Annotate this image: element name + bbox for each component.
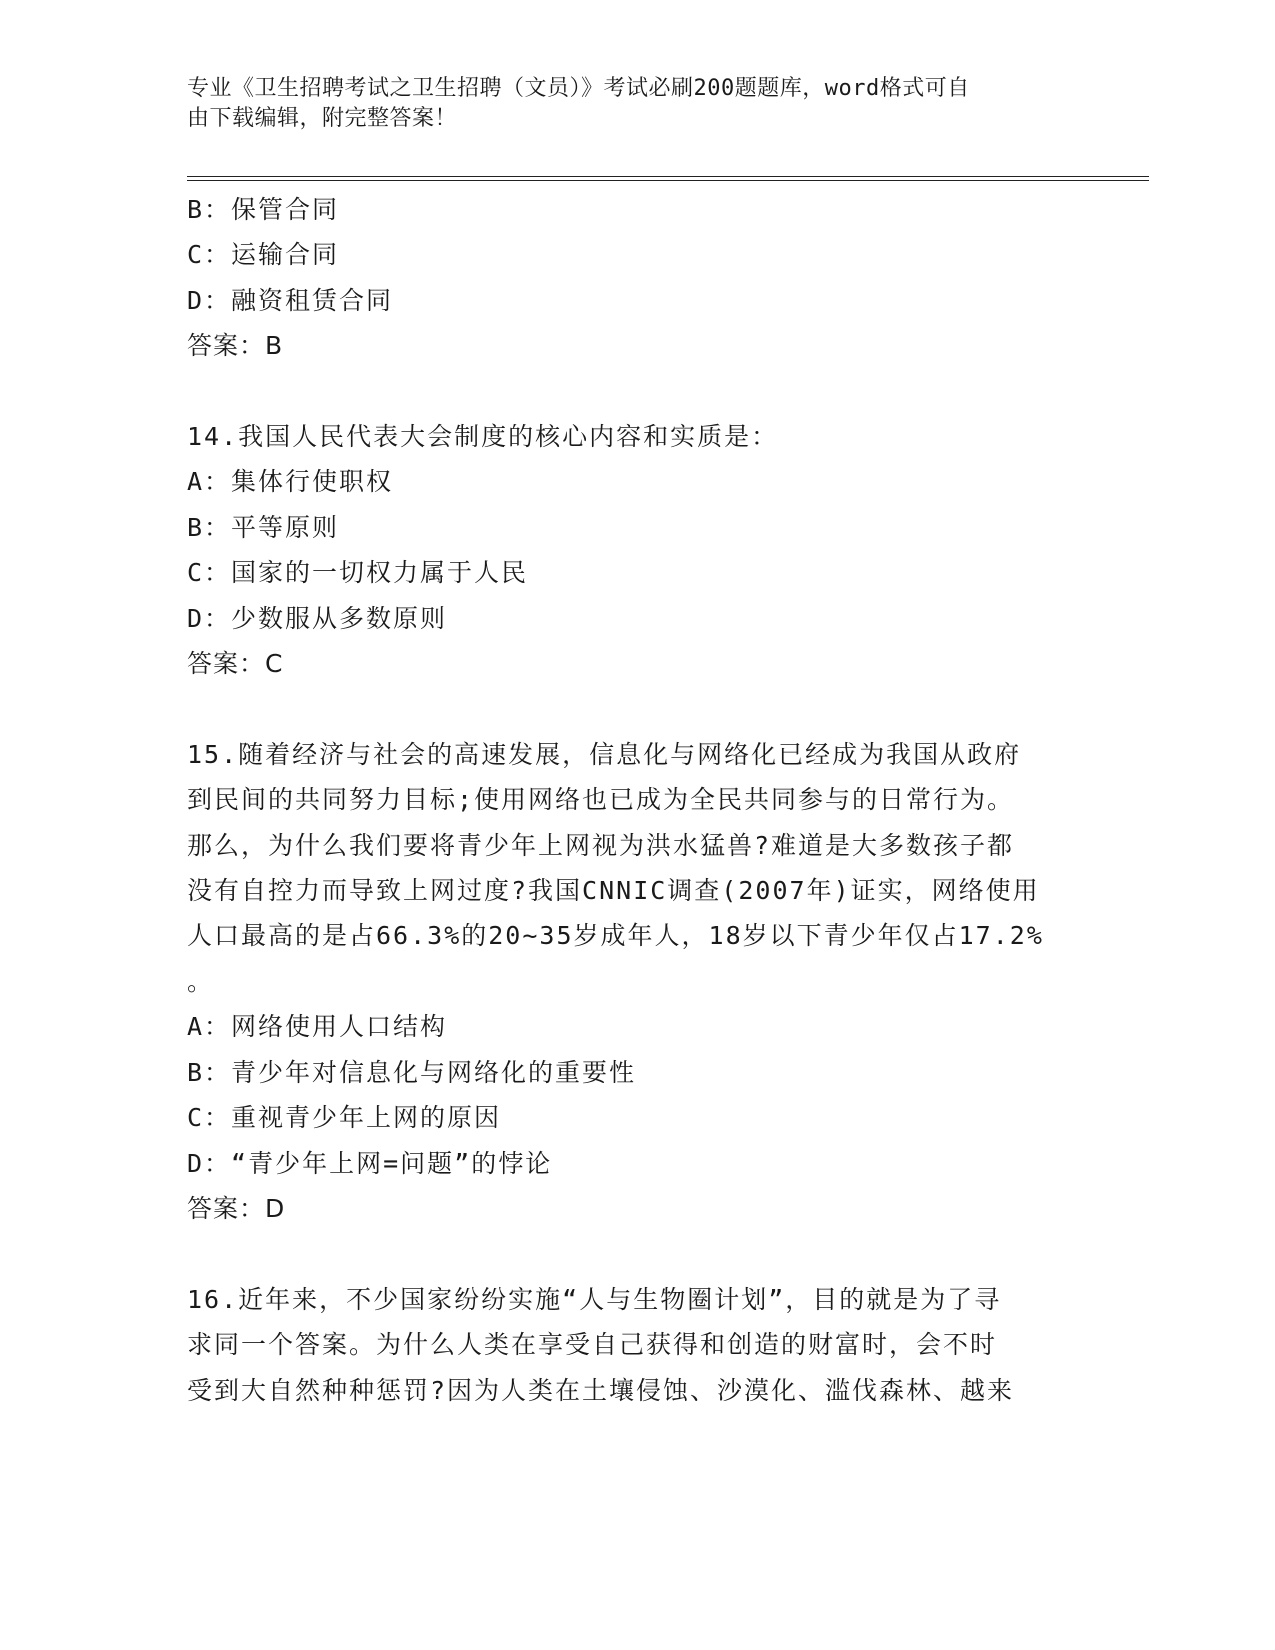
option-c: C：重视青少年上网的原因 [187,1103,502,1133]
question-stem-line: 受到大自然种种惩罚?因为人类在土壤侵蚀、沙漠化、滥伐森林、越来 [187,1375,1015,1405]
option-b: B：青少年对信息化与网络化的重要性 [187,1057,637,1087]
document-header [187,74,1067,134]
option-c: C：国家的一切权力属于人民 [187,558,529,588]
question-16 [187,1277,1087,1413]
option-c: C：运输合同 [187,240,340,270]
header-double-rule [187,176,1149,181]
question-stem: 14.我国人民代表大会制度的核心内容和实质是： [187,422,779,452]
option-b: B：平等原则 [187,512,340,542]
answer: 答案：B [187,331,284,361]
option-b: B：保管合同 [187,195,340,224]
question-stem-line: 那么，为什么我们要将青少年上网视为洪水猛兽?难道是大多数孩子都 [187,830,1015,860]
question-stem-line: 16.近年来，不少国家纷纷实施“人与生物圈计划”，目的就是为了寻 [187,1284,1002,1314]
question-14 [187,414,1087,686]
question-15 [187,732,1087,1231]
option-d: D：“青少年上网=问题”的悖论 [187,1148,553,1178]
question-stem-line: 到民间的共同努力目标;使用网络也已成为全民共同参与的日常行为。 [187,785,1015,815]
spacer [187,686,1087,731]
answer: 答案：C [187,649,284,679]
spacer [187,369,1087,414]
question-stem-line: 15.随着经济与社会的高速发展，信息化与网络化已经成为我国从政府 [187,739,1022,769]
option-d: D：融资租赁合同 [187,285,394,315]
question-content [187,187,1087,1413]
header-line-1: 专业《卫生招聘考试之卫生招聘（文员）》考试必刷200题题库，word格式可自 [187,76,970,101]
option-d: D：少数服从多数原则 [187,603,448,633]
answer: 答案：D [187,1193,286,1223]
option-a: A：网络使用人口结构 [187,1012,448,1042]
header-line-2: 由下载编辑，附完整答案！ [187,106,458,131]
question-stem-line: 求同一个答案。为什么人类在享受自己获得和创造的财富时，会不时 [187,1330,998,1360]
question-stem-line: 。 [187,966,215,996]
question-stem-line: 没有自控力而导致上网过度?我国CNNIC调查(2007年)证实，网络使用 [187,876,1040,906]
option-a: A：集体行使职权 [187,467,394,497]
spacer [187,1231,1087,1276]
question-13 [187,187,1087,369]
question-stem-line: 人口最高的是占66.3%的20~35岁成年人，18岁以下青少年仅占17.2% [187,921,1044,951]
